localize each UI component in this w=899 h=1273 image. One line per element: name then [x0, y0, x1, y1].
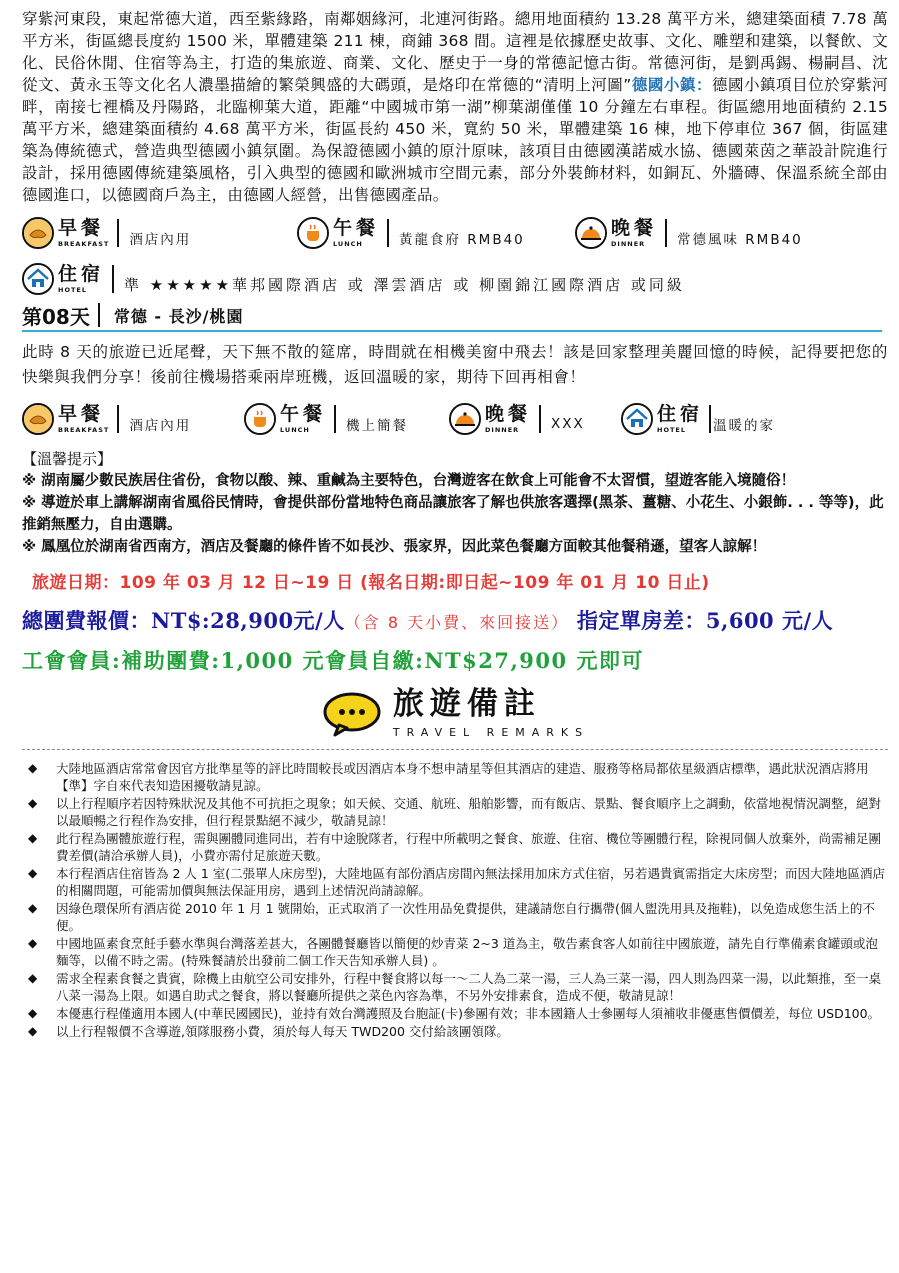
- divider: [117, 405, 119, 433]
- day-title: 常德 - 長沙/桃園: [113, 306, 244, 326]
- divider: [539, 405, 541, 433]
- german-town-text: 德國小鎮項目位於穿紫河畔，南接七裡橋及丹陽路，北臨柳葉大道，距離“中國城市第一湖”柳葉湖僅僅 10 分鐘左右車程。街區總用地面積約 2.15 萬平方米，總建築面積約 4.68 萬平方米，街區長約 450 米，寬約 50 米，單體建築 16 棟，地下停車位 367 個，街區建築為傳統德式，營造典型德國小鎮氛圍。為保證德國小鎮的原汁原味，該項目由德國漢諾威水協、德國萊茵之華設計院進行設計，採用德國傳統建築風格，引入典型的德國和歐洲城市空間元素，部分外裝飾材料，如銅瓦、外牆磚、保溫系統全部由德國進口，以德國商戶為主，由德國人經營，出售德國產品。: [22, 76, 888, 204]
- breakfast-label: 早餐: [58, 216, 105, 239]
- dinner-label: 晚餐: [485, 402, 532, 425]
- tip-item: ※ 湖南屬少數民族居住省份，食物以酸、辣、重鹹為主要特色，台灣遊客在飲食上可能會不太習慣，望遊客能入境隨俗！: [22, 473, 796, 489]
- day7-meals-row: [22, 212, 888, 254]
- dinner-icon: [449, 403, 481, 435]
- tips-section: [22, 448, 888, 558]
- hotel-label-en: HOTEL: [58, 285, 87, 294]
- lunch-block: [297, 217, 575, 249]
- remark-item: ◆ 中國地區素食烹飪手藝水準與台灣落差甚大，各團體餐廳皆以簡便的炒青菜 2~3 道為主，敬告素食客人如前往中國旅遊，請先自行準備素食罐頭或泡麵等，以備不時之需。(特殊餐請於出發前二個工作天告知承辦人員) 。: [28, 936, 878, 968]
- german-town-heading: 德國小鎮：: [631, 76, 712, 94]
- day8-lunch-value: 機上簡餐: [346, 418, 409, 434]
- lunch-block: [244, 403, 449, 435]
- hotel-label-en: HOTEL: [657, 425, 686, 434]
- day8-dinner-value: XXX: [551, 416, 585, 432]
- lunch-label: 午餐: [333, 216, 380, 239]
- day8-description: 此時 8 天的旅遊已近尾聲，天下無不散的筵席，時間就在相機美窗中飛去！該是回家整理美麗回憶的時候，記得要把您的快樂與我們分享！後前往機場搭乘兩岸班機，返回溫暖的家，期待下回再相會！: [22, 343, 888, 386]
- dinner-icon: [575, 217, 607, 249]
- total-price: 總團費報價：NT$:28,900元/人: [22, 608, 345, 633]
- lunch-label: 午餐: [280, 402, 327, 425]
- breakfast-label-en: BREAKFAST: [58, 425, 110, 434]
- divider: [709, 405, 711, 433]
- day8-meals-row: [22, 398, 888, 440]
- union-member-price: 工會會員:補助團費:1,000 元會員自繳:NT$27,900 元即可: [22, 648, 644, 673]
- lunch-icon: [297, 217, 329, 249]
- tip-item: ※ 鳳凰位於湖南省西南方，酒店及餐廳的條件皆不如長沙、張家界，因此菜色餐廳方面較其他餐稍遜，望客人諒解！: [22, 539, 767, 555]
- divider: [665, 219, 667, 247]
- day-number: 第08天: [22, 304, 90, 329]
- travel-dates: 旅遊日期：109 年 03 月 12 日~19 日 (報名日期:即日起~109 年 01 月 10 日止): [32, 573, 710, 593]
- divider: [334, 405, 336, 433]
- hotel-block: [22, 263, 685, 295]
- lunch-icon: [244, 403, 276, 435]
- divider: [117, 219, 119, 247]
- day7-hotel-row: [22, 258, 888, 300]
- intro-text: 穿紫河東段，東起常德大道，西至紫緣路，南鄰姻緣河，北連河街路。總用地面積約 13.28 萬平方米，總建築面積 7.78 萬平方米，街區總長度約 1500 米，單體建築 211 棟，商鋪 368 間。這裡是依據歷史故事、文化、雕塑和建築，以餐飲、文化、民俗休閒、住宿等為主，打造的集旅遊、商業、文化、歷史于一身的常德記憶古街。常德河街，是劉禹錫、楊嗣昌、沈從文、黃永玉等文化名人濃墨描繪的繁榮興盛的大碼頭，是烙印在常德的“清明上河圖”: [22, 10, 888, 94]
- breakfast-icon: [22, 403, 54, 435]
- tips-header: 【溫馨提示】: [22, 450, 113, 468]
- remark-item: ◆ 大陸地區酒店常常會因官方批準星等的評比時間較長或因酒店本身不想申請星等但其酒店的建造、服務等格局都依星級酒店標準，遇此狀況酒店將用【準】字自來代表知造困擾敬請見諒。: [28, 761, 869, 793]
- breakfast-block: [22, 403, 244, 435]
- remarks-list: [22, 760, 888, 1040]
- remark-item: ◆ 以上行程報價不含導遊,領隊服務小費，須於每人每天 TWD200 交付給該團領隊。: [28, 1024, 509, 1039]
- remarks-divider: [22, 749, 888, 750]
- day7-breakfast-value: 酒店內用: [129, 232, 192, 248]
- tip-item: ※ 導遊於車上講解湖南省風俗民情時，會提供部份當地特色商品讓旅客了解也供旅客選擇(黑茶、薑糖、小花生、小銀飾. . . 等等)，此推銷無壓力，自由選購。: [22, 495, 884, 533]
- intro-paragraph: [22, 8, 888, 206]
- remarks-title: 旅遊備註: [392, 686, 541, 722]
- breakfast-label: 早餐: [58, 402, 105, 425]
- lunch-label-en: LUNCH: [280, 425, 310, 434]
- hotel-label: 住宿: [58, 262, 105, 285]
- divider: [112, 265, 114, 293]
- remarks-title-en: TRAVEL REMARKS: [392, 726, 590, 739]
- breakfast-label-en: BREAKFAST: [58, 239, 110, 248]
- day7-lunch-value: 黃龍食府 RMB40: [399, 232, 525, 248]
- itinerary-page: [22, 8, 888, 1041]
- dinner-label-en: DINNER: [611, 239, 646, 248]
- day8-breakfast-value: 酒店內用: [129, 418, 192, 434]
- single-room-supplement: 指定單房差：5,600 元/人: [576, 608, 834, 633]
- remark-item: ◆ 因綠色環保所有酒店從 2010 年 1 月 1 號開始，正式取消了一次性用品免費提供，建議請您自行攜帶(個人盥洗用具及拖鞋)，以免造成您生活上的不便。: [28, 901, 875, 933]
- hotel-block: [621, 403, 775, 435]
- speech-bubble-icon: [321, 691, 383, 737]
- day7-dinner-value: 常德風味 RMB40: [677, 232, 803, 248]
- remark-item: ◆ 以上行程順序若因特殊狀況及其他不可抗拒之現象；如天候、交通、航班、船舶影響，而有飯店、景點、餐食順序上之調動，依當地視情況調整，絕對以最順暢之行程作為安排，但行程景點絕不減少，敬請見諒！: [28, 796, 882, 828]
- divider: [98, 303, 100, 327]
- hotel-label: 住宿: [657, 402, 704, 425]
- travel-remarks-logo: [22, 686, 888, 739]
- day8-hotel-value: 溫暖的家: [713, 418, 776, 434]
- price-line: [22, 605, 888, 635]
- hotel-icon: [22, 263, 54, 295]
- dinner-block: [449, 403, 621, 435]
- dinner-label: 晚餐: [611, 216, 658, 239]
- hotel-icon: [621, 403, 653, 435]
- breakfast-icon: [22, 217, 54, 249]
- remark-item: ◆ 此行程為團體旅遊行程，需與團體同進同出，若有中途脫隊者，行程中所載明之餐食、旅遊、住宿、機位等團體行程，除視同個人放棄外，尚需補足團費差價(請洽承辦人員)，小費亦需付足旅遊天數。: [28, 831, 882, 863]
- dinner-label-en: DINNER: [485, 425, 520, 434]
- day7-hotel-value: 準 ★★★★★華邦國際酒店 或 澤雲酒店 或 柳園錦江國際酒店 或同級: [124, 275, 685, 294]
- breakfast-block: [22, 217, 297, 249]
- remark-item: ◆ 需求全程素食餐之貴賓，除機上由航空公司安排外，行程中餐食將以每一～二人為二菜一湯，三人為三菜一湯，四人則為四菜一湯，以此類推，至一桌八菜一湯為上限。如遇自助式之餐食，將以餐廳所提供之菜色內容為準，不另外安排素食，造成不便，敬請見諒！: [28, 971, 882, 1003]
- price-includes: （含 8 天小費、來回接送）: [344, 613, 570, 632]
- divider: [387, 219, 389, 247]
- lunch-label-en: LUNCH: [333, 239, 363, 248]
- remark-item: ◆ 本行程酒店住宿皆為 2 人 1 室(二張單人床房型)，大陸地區有部份酒店房間內無法採用加床方式住宿，另若遇貴賓需指定大床房型；而因大陸地區酒店的相關問題，可能需加價與無法保証用房，遇到上述情況尚請諒解。: [28, 866, 886, 898]
- dinner-block: [575, 217, 803, 249]
- day8-header: [22, 300, 882, 332]
- remark-item: ◆ 本優惠行程僅適用本國人(中華民國國民)，並持有效台灣護照及台胞証(卡)參團有效；非本國籍人士參團每人須補收非優惠售價價差，每位 USD100。: [28, 1006, 881, 1021]
